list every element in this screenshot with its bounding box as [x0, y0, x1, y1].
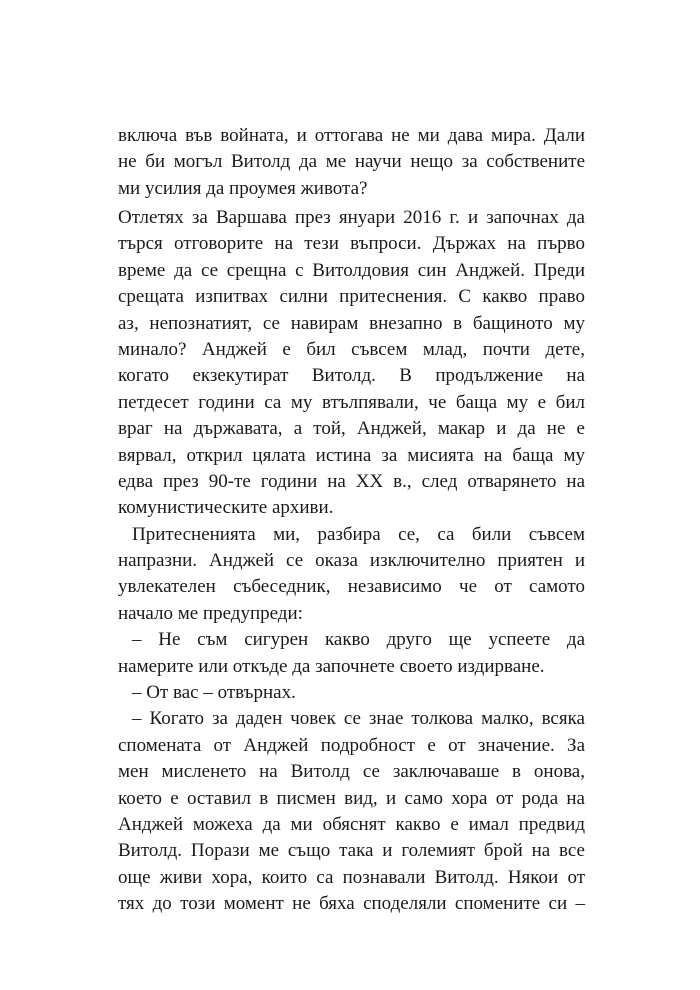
- text-line: враг на държавата, а той, Анджей, макар и да не е: [118, 418, 585, 440]
- text-line: още живи хора, които са познавали Витолд. Някои от: [118, 866, 585, 888]
- text-line: – Когато за даден човек се знае толкова малко, всяка: [132, 708, 585, 730]
- text-line: търся отговорите на тези въпроси. Държах на първо: [118, 233, 585, 255]
- text-line: аз, непознатият, се навирам внезапно в бащиното му: [118, 312, 585, 334]
- text-line: намерите или откъде да започнете своето издирване.: [118, 655, 545, 677]
- text-line: срещата изпитвах силни притеснения. С какво право: [118, 286, 585, 308]
- text-line: когато екзекутират Витолд. В продължение на: [118, 365, 585, 387]
- text-line: Витолд. Порази ме също така и големият брой на все: [118, 840, 585, 862]
- text-line: комунистическите архиви.: [118, 497, 334, 519]
- text-line: – От вас – отвърнах.: [132, 682, 296, 704]
- text-line: мен мисленето на Витолд се заключаваше в онова,: [118, 761, 585, 783]
- paragraph-continuation: [118, 123, 585, 202]
- text-line: Притесненията ми, разбира се, са били съвсем: [132, 523, 585, 545]
- text-line: спомената от Анджей подробност е от значение. За: [118, 734, 585, 756]
- text-line: начало ме предупреди:: [118, 602, 303, 624]
- main-text: [118, 205, 585, 918]
- text-line: едва през 90-те години на XX в., след отварянето на: [118, 470, 585, 492]
- text-line: не би могъл Витолд да ме научи нещо за собствените: [118, 151, 585, 173]
- text-line: време да се срещна с Витолдовия син Анджей. Преди: [118, 259, 585, 281]
- text-line: Анджей можеха да ми обяснят какво е имал предвид: [118, 813, 585, 835]
- text-line: тях до този момент не бяха споделяли спомените си –: [118, 893, 585, 915]
- text-line: – Не съм сигурен какво друго ще успеете да: [132, 629, 585, 651]
- text-line: увлекателен събеседник, независимо че от самото: [118, 576, 585, 598]
- text-line: Отлетях за Варшава през януари 2016 г. и започнах да: [118, 207, 585, 228]
- text-line: което е оставил в писмен вид, и само хора от рода на: [118, 787, 585, 809]
- text-line: минало? Анджей е бил съвсем млад, почти дете,: [118, 338, 585, 360]
- text-line: ми усилия да проумея живота?: [118, 177, 368, 199]
- text-line: петдесет години са му втълпявали, че баща му е бил: [118, 391, 585, 413]
- text-line: напразни. Анджей се оказа изключително приятен и: [118, 550, 585, 572]
- text-line: вярвал, открил цялата истина за мисията на баща му: [118, 444, 585, 466]
- text-line: включа във войната, и оттогава не ми дава мира. Дали: [118, 125, 585, 146]
